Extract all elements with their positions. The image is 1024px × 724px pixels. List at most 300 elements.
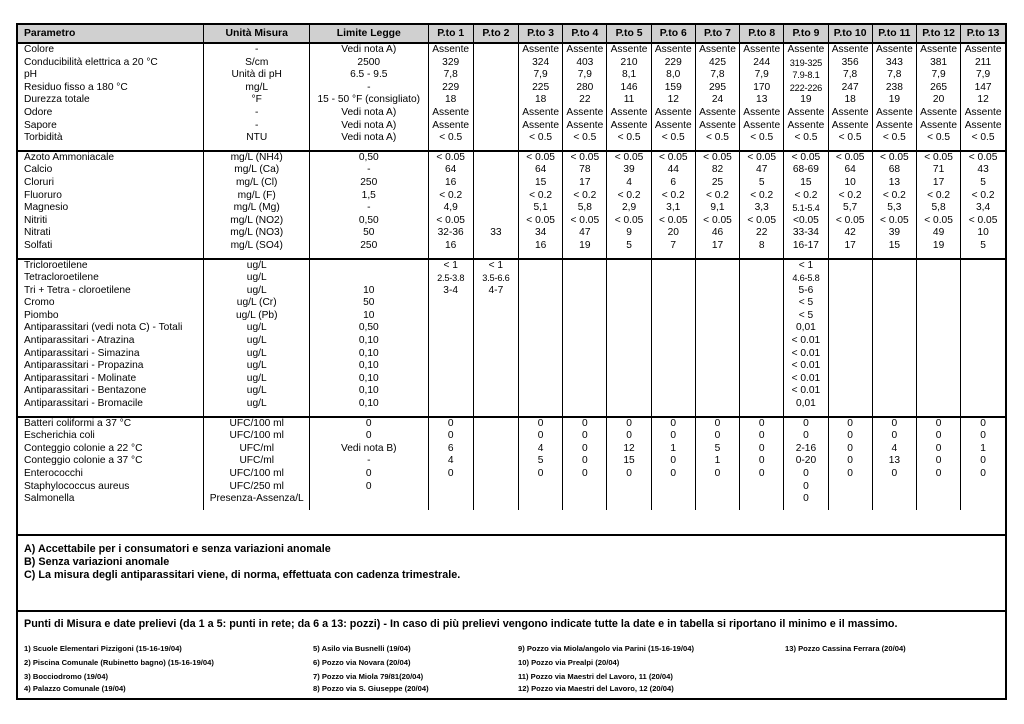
sampling-point: 8) Pozzo via S. Giuseppe (20/04) — [313, 684, 429, 693]
column-header: Parametro — [18, 25, 204, 43]
value-cell — [563, 285, 607, 298]
value-cell — [828, 272, 872, 285]
value-cell: 7,8 — [695, 69, 739, 82]
limit-cell: 0 — [309, 430, 428, 443]
value-cell: 146 — [607, 82, 651, 95]
value-cell — [473, 322, 518, 335]
value-cell: < 0.05 — [651, 215, 695, 228]
value-cell: 2.5-3.8 — [428, 272, 473, 285]
column-header: Limite Legge — [309, 25, 428, 43]
value-cell: < 0.05 — [519, 215, 563, 228]
value-cell: Assente — [740, 120, 784, 133]
unit-cell: S/cm — [204, 57, 310, 70]
water-quality-report — [16, 23, 1007, 700]
unit-cell: UFC/ml — [204, 455, 310, 468]
value-cell: Assente — [916, 43, 960, 57]
value-cell: 1 — [695, 455, 739, 468]
limit-cell: 1,5 — [309, 190, 428, 203]
column-header: Unità Misura — [204, 25, 310, 43]
value-cell: Assente — [651, 43, 695, 57]
value-cell — [828, 259, 872, 273]
limit-cell: Vedi nota A) — [309, 107, 428, 120]
unit-cell: ug/L — [204, 360, 310, 373]
value-cell: 17 — [563, 177, 607, 190]
value-cell: 0 — [695, 417, 739, 431]
value-cell: < 0.05 — [916, 215, 960, 228]
value-cell: < 0.5 — [563, 132, 607, 145]
value-cell: < 0.5 — [651, 132, 695, 145]
value-cell: 329 — [428, 57, 473, 70]
value-cell: 0 — [428, 430, 473, 443]
limit-cell: 10 — [309, 285, 428, 298]
value-cell: 244 — [740, 57, 784, 70]
column-header: P.to 4 — [563, 25, 607, 43]
value-cell: < 0.05 — [695, 215, 739, 228]
parameter-cell: Staphylococcus aureus — [24, 480, 130, 492]
table-row — [18, 493, 1005, 506]
value-cell: 7,9 — [740, 69, 784, 82]
value-cell: 8 — [740, 240, 784, 253]
value-cell: 0 — [519, 417, 563, 431]
column-header: P.to 7 — [695, 25, 739, 43]
separator-cell — [519, 506, 563, 510]
value-cell — [828, 360, 872, 373]
separator-cell — [309, 506, 428, 510]
column-header: P.to 1 — [428, 25, 473, 43]
limit-cell: 0,10 — [309, 385, 428, 398]
value-cell: 3,3 — [740, 202, 784, 215]
value-cell — [428, 398, 473, 411]
limit-cell: 6.5 - 9.5 — [309, 69, 428, 82]
value-cell: 68 — [872, 164, 916, 177]
value-cell: < 0.5 — [872, 132, 916, 145]
value-cell: < 0.2 — [784, 190, 828, 203]
value-cell — [695, 360, 739, 373]
value-cell: 15 — [607, 455, 651, 468]
value-cell: 0 — [740, 468, 784, 481]
value-cell: 0 — [784, 430, 828, 443]
parameter-cell: Calcio — [24, 164, 53, 176]
parameter-cell: Conteggio colonie a 37 °C — [24, 455, 143, 467]
value-cell — [872, 373, 916, 386]
value-cell: 1 — [961, 443, 1005, 456]
limit-cell: Vedi nota A) — [309, 120, 428, 133]
value-cell: < 0.01 — [784, 373, 828, 386]
value-cell — [740, 493, 784, 506]
value-cell: 71 — [916, 164, 960, 177]
value-cell: 18 — [828, 94, 872, 107]
value-cell — [740, 373, 784, 386]
value-cell: Assente — [651, 107, 695, 120]
value-cell — [916, 259, 960, 273]
value-cell: 7,8 — [428, 69, 473, 82]
limit-cell: 0 — [309, 468, 428, 481]
limit-cell: 0,10 — [309, 348, 428, 361]
value-cell — [872, 285, 916, 298]
value-cell: 0 — [872, 430, 916, 443]
value-cell: 39 — [607, 164, 651, 177]
table-row — [18, 94, 1005, 107]
value-cell: 5,8 — [916, 202, 960, 215]
value-cell — [651, 335, 695, 348]
table-row — [18, 164, 1005, 177]
value-cell: 7,8 — [872, 69, 916, 82]
limit-cell: 0 — [309, 481, 428, 494]
value-cell: 0 — [607, 430, 651, 443]
value-cell — [916, 373, 960, 386]
value-cell — [473, 348, 518, 361]
unit-cell: ug/L — [204, 322, 310, 335]
parameter-cell: Durezza totale — [24, 94, 90, 106]
table-row — [18, 417, 1005, 431]
value-cell — [607, 373, 651, 386]
value-cell: 0,01 — [784, 322, 828, 335]
table-row — [18, 202, 1005, 215]
value-cell: Assente — [428, 107, 473, 120]
value-cell: 0 — [428, 417, 473, 431]
value-cell: 17 — [695, 240, 739, 253]
value-cell — [563, 481, 607, 494]
value-cell: 4 — [872, 443, 916, 456]
value-cell — [473, 57, 518, 70]
group-separator — [18, 506, 1005, 510]
value-cell: Assente — [872, 107, 916, 120]
value-cell: 225 — [519, 82, 563, 95]
value-cell: 5.1-5.4 — [784, 202, 828, 215]
sampling-point: 3) Bocciodromo (19/04) — [24, 672, 108, 681]
parameter-cell: Batteri coliformi a 37 °C — [24, 417, 132, 429]
parameter-cell: Conteggio colonie a 22 °C — [24, 442, 143, 454]
unit-cell: mg/L (Ca) — [204, 164, 310, 177]
value-cell — [916, 322, 960, 335]
value-cell: < 0.5 — [784, 132, 828, 145]
value-cell: 68-69 — [784, 164, 828, 177]
value-cell: 12 — [961, 94, 1005, 107]
unit-cell: NTU — [204, 132, 310, 145]
parameter-cell: Nitriti — [24, 214, 48, 226]
value-cell — [695, 481, 739, 494]
table-row — [18, 468, 1005, 481]
value-cell: 12 — [651, 94, 695, 107]
value-cell — [961, 259, 1005, 273]
value-cell — [961, 310, 1005, 323]
value-cell — [651, 322, 695, 335]
value-cell: Assente — [784, 43, 828, 57]
value-cell: 2,9 — [607, 202, 651, 215]
parameter-cell: Conducibilità elettrica a 20 °C — [24, 56, 158, 68]
value-cell — [651, 493, 695, 506]
parameter-cell: Antiparassitari - Bentazone — [24, 385, 147, 397]
value-cell: < 0.05 — [784, 151, 828, 165]
value-cell: 0,01 — [784, 398, 828, 411]
value-cell: 8,1 — [607, 69, 651, 82]
unit-cell: mg/L — [204, 82, 310, 95]
value-cell: < 1 — [473, 259, 518, 273]
value-cell — [428, 493, 473, 506]
limit-cell: - — [309, 202, 428, 215]
value-cell: 0 — [784, 493, 828, 506]
value-cell — [519, 322, 563, 335]
table-row — [18, 443, 1005, 456]
value-cell: < 0.05 — [828, 215, 872, 228]
value-cell: 46 — [695, 227, 739, 240]
table-row — [18, 310, 1005, 323]
value-cell — [607, 297, 651, 310]
separator-cell — [651, 506, 695, 510]
value-cell: 3-4 — [428, 285, 473, 298]
value-cell: < 0.05 — [695, 151, 739, 165]
value-cell — [651, 310, 695, 323]
value-cell: < 0.05 — [872, 215, 916, 228]
value-cell: < 0.05 — [916, 151, 960, 165]
value-cell — [473, 151, 518, 165]
value-cell: 7,9 — [916, 69, 960, 82]
value-cell — [916, 493, 960, 506]
table-row — [18, 481, 1005, 494]
limit-cell: - — [309, 164, 428, 177]
unit-cell: UFC/100 ml — [204, 417, 310, 431]
value-cell: 5 — [961, 240, 1005, 253]
value-cell: Assente — [695, 120, 739, 133]
unit-cell: Presenza-Assenza/L — [204, 493, 310, 506]
value-cell: 0 — [872, 468, 916, 481]
value-cell — [651, 398, 695, 411]
parameter-cell: Antiparassitari - Molinate — [24, 372, 137, 384]
value-cell: 229 — [428, 82, 473, 95]
unit-cell: UFC/ml — [204, 443, 310, 456]
limit-cell: 0,50 — [309, 215, 428, 228]
value-cell: < 0.05 — [607, 151, 651, 165]
value-cell: Assente — [607, 120, 651, 133]
column-header: P.to 5 — [607, 25, 651, 43]
table-row — [18, 43, 1005, 57]
value-cell: < 1 — [784, 259, 828, 273]
parameter-cell: Antiparassitari - Bromacile — [24, 398, 143, 410]
value-cell — [519, 272, 563, 285]
value-cell: 0-20 — [784, 455, 828, 468]
parameter-cell: Cloruri — [24, 176, 55, 188]
value-cell — [519, 348, 563, 361]
value-cell: 0 — [872, 417, 916, 431]
value-cell: 5 — [740, 177, 784, 190]
value-cell: 0 — [784, 417, 828, 431]
parameter-cell: Residuo fisso a 180 °C — [24, 81, 128, 93]
value-cell: 18 — [519, 94, 563, 107]
value-cell: 49 — [916, 227, 960, 240]
table-row — [18, 385, 1005, 398]
value-cell — [828, 398, 872, 411]
unit-cell: ug/L — [204, 348, 310, 361]
table-row — [18, 348, 1005, 361]
value-cell: Assente — [872, 120, 916, 133]
unit-cell: mg/L (Mg) — [204, 202, 310, 215]
limit-cell: 250 — [309, 240, 428, 253]
value-cell: 0 — [428, 468, 473, 481]
unit-cell: ug/L — [204, 335, 310, 348]
separator-cell — [607, 506, 651, 510]
table-row — [18, 57, 1005, 70]
value-cell — [473, 43, 518, 57]
separator-cell — [695, 506, 739, 510]
table-row — [18, 455, 1005, 468]
value-cell — [695, 272, 739, 285]
value-cell: 0 — [651, 468, 695, 481]
value-cell — [740, 322, 784, 335]
value-cell: Assente — [428, 120, 473, 133]
value-cell: 0 — [961, 468, 1005, 481]
value-cell: 19 — [872, 94, 916, 107]
value-cell: < 0.01 — [784, 360, 828, 373]
value-cell: 0 — [828, 468, 872, 481]
value-cell — [872, 398, 916, 411]
value-cell — [695, 259, 739, 273]
column-header: P.to 10 — [828, 25, 872, 43]
limit-cell — [309, 272, 428, 285]
value-cell — [961, 272, 1005, 285]
value-cell — [961, 360, 1005, 373]
sampling-points-title: Punti di Misura e date prelievi (da 1 a 5: punti in rete; da 6 a 13: pozzi) - In caso di più prelievi vengono indicate tutte la date e in tabella si riportano il minimo e il massimo. — [24, 618, 898, 630]
value-cell: < 0.01 — [784, 335, 828, 348]
value-cell — [473, 107, 518, 120]
table-row — [18, 151, 1005, 165]
value-cell: Assente — [916, 120, 960, 133]
value-cell: 13 — [872, 455, 916, 468]
separator-cell — [872, 506, 916, 510]
value-cell — [916, 335, 960, 348]
parameter-cell: Solfati — [24, 239, 53, 251]
value-cell: 0 — [563, 417, 607, 431]
value-cell — [872, 493, 916, 506]
parameter-cell: pH — [24, 69, 38, 81]
value-cell — [916, 385, 960, 398]
value-cell: 0 — [519, 430, 563, 443]
value-cell — [473, 398, 518, 411]
value-cell — [473, 310, 518, 323]
value-cell: < 0.05 — [651, 151, 695, 165]
value-cell — [961, 373, 1005, 386]
value-cell — [428, 335, 473, 348]
table-row — [18, 360, 1005, 373]
unit-cell: UFC/100 ml — [204, 468, 310, 481]
value-cell: 8,0 — [651, 69, 695, 82]
sampling-point: 2) Piscina Comunale (Rubinetto bagno) (15-16-19/04) — [24, 658, 214, 667]
table-row — [18, 120, 1005, 133]
value-cell: < 0.05 — [740, 151, 784, 165]
value-cell: < 0.05 — [519, 151, 563, 165]
value-cell — [428, 310, 473, 323]
value-cell — [428, 360, 473, 373]
value-cell — [651, 285, 695, 298]
value-cell: 82 — [695, 164, 739, 177]
unit-cell: ug/L — [204, 272, 310, 285]
value-cell: 403 — [563, 57, 607, 70]
value-cell — [473, 132, 518, 145]
table-row — [18, 430, 1005, 443]
limit-cell: 2500 — [309, 57, 428, 70]
value-cell: < 0.05 — [961, 151, 1005, 165]
value-cell: 10 — [961, 227, 1005, 240]
value-cell: 10 — [828, 177, 872, 190]
value-cell: Assente — [784, 120, 828, 133]
value-cell — [695, 348, 739, 361]
parameter-cell: Salmonella — [24, 493, 75, 505]
value-cell: < 0.05 — [563, 215, 607, 228]
value-cell: 15 — [784, 177, 828, 190]
value-cell: 20 — [651, 227, 695, 240]
value-cell: < 0.5 — [607, 132, 651, 145]
value-cell: < 0.05 — [961, 215, 1005, 228]
value-cell — [961, 322, 1005, 335]
value-cell: < 0.05 — [828, 151, 872, 165]
value-cell: 7.9-8.1 — [784, 69, 828, 82]
value-cell — [828, 373, 872, 386]
value-cell: Assente — [740, 43, 784, 57]
limit-cell: 0,10 — [309, 335, 428, 348]
value-cell — [563, 398, 607, 411]
value-cell — [473, 430, 518, 443]
table-row — [18, 297, 1005, 310]
value-cell — [916, 348, 960, 361]
value-cell: < 5 — [784, 310, 828, 323]
value-cell: 4-7 — [473, 285, 518, 298]
value-cell — [828, 310, 872, 323]
value-cell: 0 — [916, 417, 960, 431]
separator-cell — [828, 506, 872, 510]
value-cell: Assente — [695, 107, 739, 120]
note-a: A) Accettabile per i consumatori e senza variazioni anomale — [24, 543, 331, 555]
value-cell: 0 — [563, 468, 607, 481]
value-cell: Assente — [519, 43, 563, 57]
value-cell — [519, 360, 563, 373]
value-cell: 170 — [740, 82, 784, 95]
value-cell: 238 — [872, 82, 916, 95]
sampling-point: 1) Scuole Elementari Pizzigoni (15-16-19/04) — [24, 644, 182, 653]
value-cell: 0 — [651, 417, 695, 431]
parameter-cell: Azoto Ammoniacale — [24, 151, 115, 163]
value-cell — [473, 493, 518, 506]
limit-cell: 50 — [309, 227, 428, 240]
value-cell — [519, 373, 563, 386]
value-cell — [473, 297, 518, 310]
value-cell: < 0.05 — [607, 215, 651, 228]
value-cell — [872, 335, 916, 348]
value-cell: 11 — [607, 94, 651, 107]
value-cell — [473, 202, 518, 215]
value-cell: 0 — [607, 417, 651, 431]
value-cell — [473, 177, 518, 190]
value-cell: 34 — [519, 227, 563, 240]
table-row — [18, 240, 1005, 253]
value-cell: 5 — [961, 177, 1005, 190]
value-cell: 15 — [872, 240, 916, 253]
value-cell: 3.5-6.6 — [473, 272, 518, 285]
column-header: P.to 6 — [651, 25, 695, 43]
unit-cell: ug/L — [204, 385, 310, 398]
value-cell: 19 — [916, 240, 960, 253]
value-cell: 343 — [872, 57, 916, 70]
value-cell — [695, 322, 739, 335]
analysis-table — [18, 25, 1005, 510]
value-cell — [473, 69, 518, 82]
parameter-cell: Colore — [24, 44, 55, 55]
value-cell — [428, 385, 473, 398]
value-cell: 5,7 — [828, 202, 872, 215]
value-cell: Assente — [519, 120, 563, 133]
value-cell: Assente — [961, 107, 1005, 120]
value-cell: 3,1 — [651, 202, 695, 215]
value-cell: 47 — [740, 164, 784, 177]
sampling-point: 4) Palazzo Comunale (19/04) — [24, 684, 126, 693]
